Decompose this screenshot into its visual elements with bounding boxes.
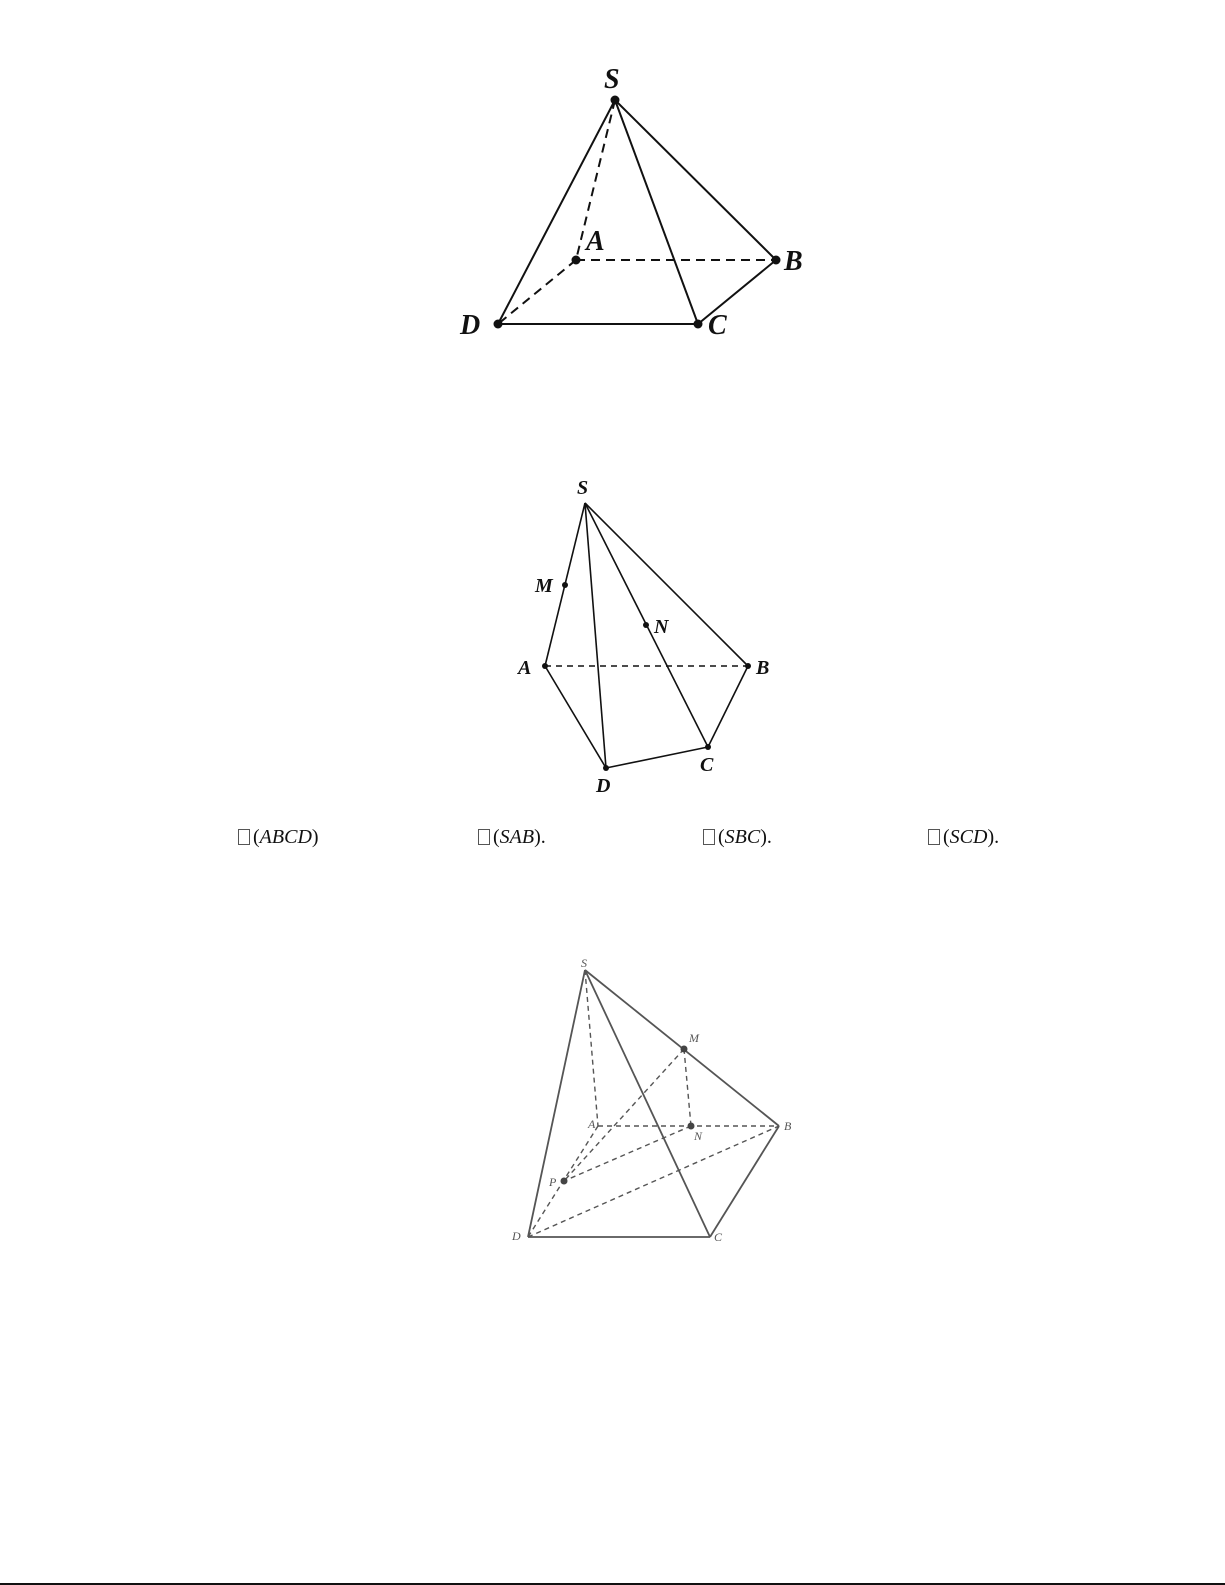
option-plane: SCD xyxy=(949,826,988,848)
label-A: A xyxy=(586,226,605,257)
option-plane: SBC xyxy=(724,826,761,848)
option-suffix: ). xyxy=(534,826,546,848)
label-M: M xyxy=(689,1031,699,1045)
option-suffix: ). xyxy=(760,826,772,848)
label-S: S xyxy=(581,956,587,970)
label-C: C xyxy=(708,310,727,341)
option-suffix: ) xyxy=(311,826,319,848)
label-B: B xyxy=(784,1119,792,1133)
option-paren: ( xyxy=(943,826,950,848)
label-M: M xyxy=(535,575,553,597)
label-D: D xyxy=(512,1229,521,1243)
label-D: D xyxy=(460,310,481,341)
edge-CB xyxy=(710,1126,779,1237)
label-B: B xyxy=(784,246,803,277)
option-plane: SAB xyxy=(499,826,535,848)
label-A: A xyxy=(588,1117,596,1131)
label-S: S xyxy=(577,477,589,499)
label-P: P xyxy=(549,1175,557,1189)
option-paren: ( xyxy=(718,826,725,848)
point-P xyxy=(561,1178,568,1185)
label-C: C xyxy=(714,1230,723,1244)
label-A: A xyxy=(518,657,532,679)
segment-MN-hidden xyxy=(684,1049,691,1126)
option-paren: ( xyxy=(253,826,260,848)
label-N: N xyxy=(654,616,669,638)
label-C: C xyxy=(700,754,714,776)
point-M xyxy=(681,1046,688,1053)
label-B: B xyxy=(756,657,770,679)
label-D: D xyxy=(596,775,611,797)
edge-SC xyxy=(585,970,710,1237)
segment-MP-hidden xyxy=(564,1049,684,1181)
edge-SD xyxy=(528,970,585,1237)
label-S: S xyxy=(604,64,620,95)
option-paren: ( xyxy=(493,826,500,848)
option-plane: ABCD xyxy=(259,826,312,848)
label-N: N xyxy=(694,1129,703,1143)
option-suffix: ). xyxy=(987,826,1000,848)
